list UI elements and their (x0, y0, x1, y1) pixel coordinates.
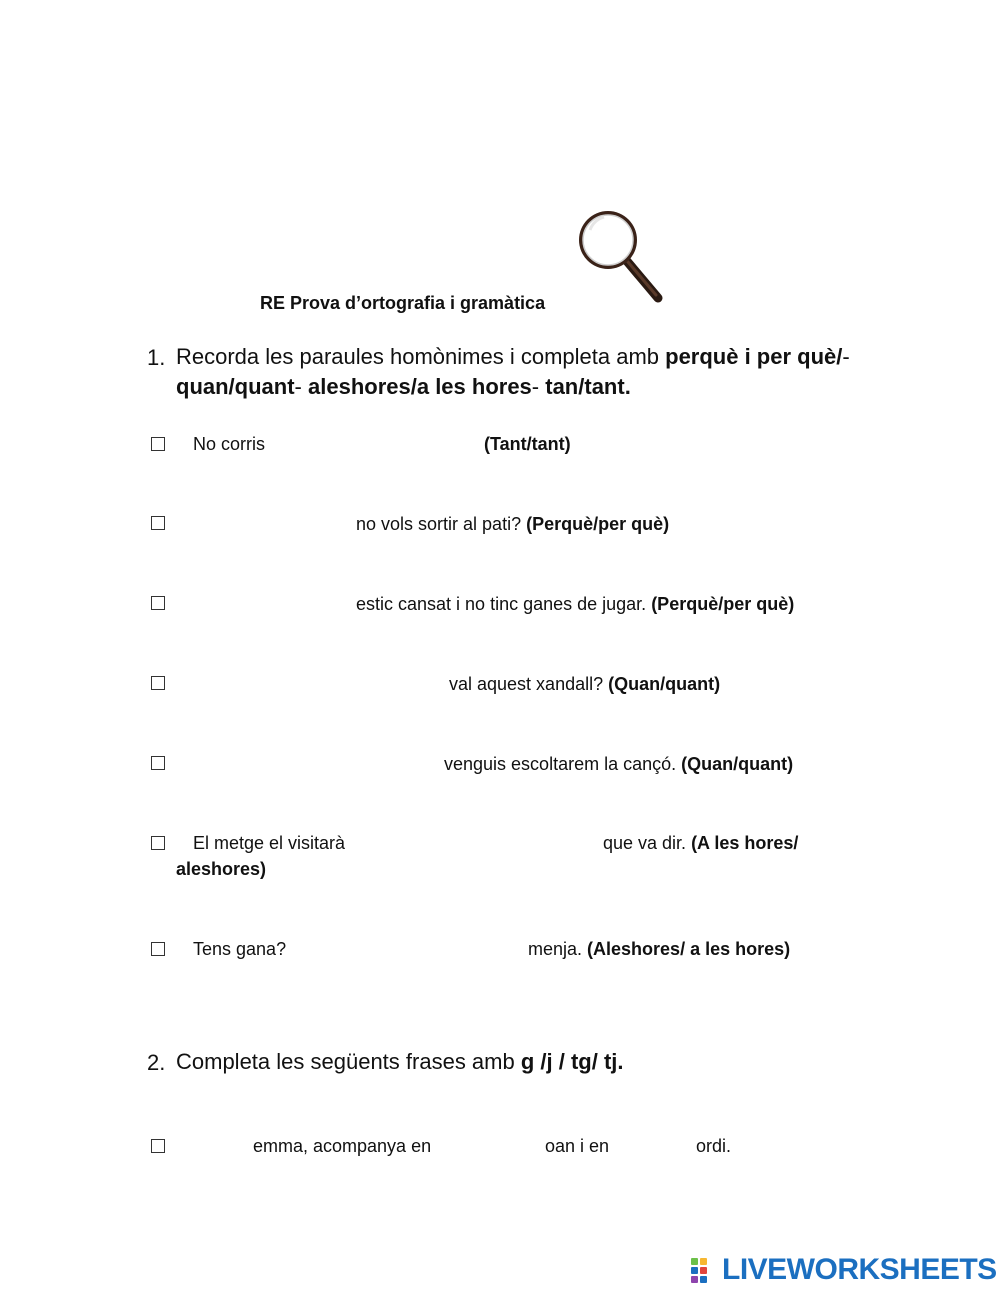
item-7-post: menja. (528, 939, 588, 959)
item-2-text (356, 514, 669, 535)
q2-item-part1: emma, acompanya en (253, 1136, 432, 1156)
q2-bold: g /j / tg/ tj. (520, 1049, 624, 1074)
q2-blank-2-input[interactable] (452, 1134, 540, 1156)
liveworksheets-logo (690, 1254, 997, 1286)
checkbox-item-6[interactable] (151, 836, 165, 850)
item-1-pre: No corris (193, 434, 266, 454)
checkbox-item-4[interactable] (151, 676, 165, 690)
item-6-text (603, 833, 798, 854)
item-6-hint: (A les hores/ (691, 833, 799, 853)
checkbox-item-3[interactable] (151, 596, 165, 610)
q1-text-a: Recorda les paraules homònimes i completa amb (176, 344, 666, 369)
item-6-post: que va dir. (603, 833, 692, 853)
question-2-text (176, 1047, 624, 1077)
item-7-pre: Tens gana? (193, 939, 287, 959)
checkbox-q2-item-1[interactable] (151, 1139, 165, 1153)
item-2-post: no vols sortir al pati? (356, 514, 527, 534)
q1-bold-a: perquè i per què/ (665, 344, 843, 369)
item-5-text (444, 754, 793, 775)
item-3-hint: (Perquè/per què) (651, 594, 795, 614)
q2-text: Completa les següents frases amb (176, 1049, 521, 1074)
q2-blank-3-input[interactable] (620, 1134, 692, 1156)
item-5-hint: (Quan/quant) (681, 754, 794, 774)
checkbox-item-7[interactable] (151, 942, 165, 956)
item-5-post: venguis escoltarem la cançó. (444, 754, 682, 774)
item-6-hint-continued: aleshores) (176, 859, 267, 879)
item-4-hint: (Quan/quant) (608, 674, 721, 694)
magnifying-glass-icon (574, 202, 670, 306)
item-4-text (449, 674, 720, 695)
q2-item-part2: oan i en (545, 1136, 610, 1156)
question-1-number: 1. (147, 345, 166, 370)
q1-bold-c: aleshores/a les hores (308, 374, 532, 399)
q1-text-d: - (531, 374, 546, 399)
item-1-answer-input[interactable] (285, 432, 475, 454)
item-6-pre: El metge el visitarà (193, 833, 346, 853)
q2-item-part3: ordi. (696, 1136, 732, 1156)
checkbox-item-5[interactable] (151, 756, 165, 770)
item-4-answer-input[interactable] (180, 672, 440, 694)
item-3-text (356, 594, 794, 615)
question-2-number: 2. (147, 1050, 166, 1075)
liveworksheets-logo-icon (690, 1256, 718, 1284)
item-5-answer-input[interactable] (180, 752, 435, 774)
q1-text-b: - (842, 344, 850, 369)
q2-blank-1-input[interactable] (180, 1134, 248, 1156)
checkbox-item-2[interactable] (151, 516, 165, 530)
question-1-text (176, 342, 850, 402)
q1-text-c: - (294, 374, 308, 399)
item-3-answer-input[interactable] (180, 592, 350, 614)
item-1-hint: (Tant/tant) (484, 434, 571, 454)
page-title: RE Prova d’ortografia i gramàtica (260, 293, 546, 313)
item-7-answer-input[interactable] (305, 938, 520, 960)
item-7-text (528, 939, 790, 960)
item-2-hint: (Perquè/per què) (526, 514, 670, 534)
q1-bold-d: tan/tant. (545, 374, 631, 399)
checkbox-item-1[interactable] (151, 437, 165, 451)
item-2-answer-input[interactable] (180, 512, 350, 534)
item-4-post: val aquest xandall? (449, 674, 609, 694)
item-6-answer-input[interactable] (370, 832, 595, 854)
liveworksheets-logo-text: LIVEWORKSHEETS (722, 1253, 997, 1286)
item-3-post: estic cansat i no tinc ganes de jugar. (356, 594, 652, 614)
q1-bold-b: quan/quant (176, 374, 295, 399)
item-7-hint: (Aleshores/ a les hores) (587, 939, 791, 959)
